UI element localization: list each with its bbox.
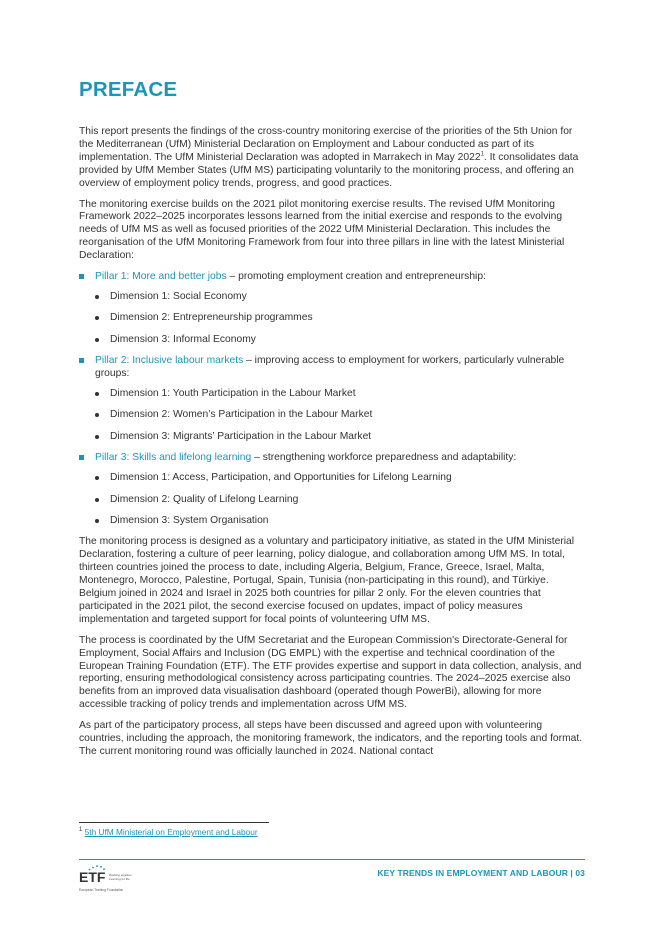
bullet-dot-icon: [95, 392, 99, 396]
dimension-label: Dimension 1: Social Economy: [110, 290, 247, 302]
dimension-item: [79, 409, 585, 422]
paragraph-intro-text-cont: . It consolidates data provided by UfM Member States (UfM MS) participating voluntarily to the monitoring process, and offering an overview of employment policy trends, progress, and good practices.: [79, 151, 579, 189]
dimension-label: Dimension 2: Entrepreneurship programmes: [110, 312, 313, 324]
pillar-name: Pillar 3: Skills and lifelong learning: [95, 452, 252, 464]
dimension-item: [79, 472, 585, 485]
pillar-item: [79, 355, 585, 381]
bullet-dot-icon: [95, 316, 99, 320]
dimension-label: Dimension 2: Quality of Lifelong Learning: [110, 493, 299, 505]
bullet-dot-icon: [95, 295, 99, 299]
dimension-label: Dimension 3: Informal Economy: [110, 333, 256, 345]
paragraph-intro: [79, 126, 585, 191]
dimension-item: [79, 515, 585, 528]
bullet-dot-icon: [95, 435, 99, 439]
dimension-item: [79, 431, 585, 444]
bullet-dot-icon: [95, 413, 99, 417]
bullet-dot-icon: [95, 519, 99, 523]
paragraph-process: The monitoring process is designed as a voluntary and participatory initiative, as stated in the UfM Ministerial Declaration, fostering a culture of peer learning, policy dialogue, and collaboration among UfM MS. In total, thirteen countries joined the process to date, including Algeria, Belgium, France, Greece, Israel, Malta, Montenegro, Morocco, Palestine, Portugal, Spain, Tunisia (non-participating in this round), and Türkiye. Belgium joined in 2024 and Israel in 2025 both countries for pillar 2 only. For the eleven countries that participated in the 2021 pilot, the second exercise focused on updates, impact of policy measures implementation and targeted support for focal points of volunteering UfM MS.: [79, 536, 575, 625]
pillar-name: Pillar 2: Inclusive labour markets: [95, 355, 244, 367]
pillar-item: [79, 452, 585, 465]
bullet-dot-icon: [95, 338, 99, 342]
dimension-label: Dimension 1: Access, Participation, and Opportunities for Lifelong Learning: [110, 472, 452, 484]
pillar-description: – promoting employment creation and entrepreneurship:: [226, 271, 486, 283]
footnote-divider: [79, 822, 269, 823]
square-bullet-icon: [79, 455, 84, 460]
paragraph-intro-text: This report presents the findings of the cross-country monitoring exercise of the priorities of the 5th Union for the Mediterranean (UfM) Ministerial Declaration on Employment and Labour conducted as part of its implementation. The UfM Ministerial Declaration was adopted in Marrakech in May 2022: [79, 126, 573, 163]
pillar-name: Pillar 1: More and better jobs: [95, 271, 227, 283]
logo-tagline: Working together: [109, 873, 132, 877]
dimension-list: [79, 472, 585, 528]
square-bullet-icon: [79, 358, 84, 363]
dimension-item: [79, 334, 585, 347]
paragraph-coordination: The process is coordinated by the UfM Secretariat and the European Commission's Directorate-General for Employment, Social Affairs and Inclusion (DG EMPL) with the expertise and technical coordination of the European Training Foundation (ETF). The ETF provides expertise and support in data collection, analysis, and reporting, ensuring methodological consistency across participating countries. The 2024–2025 exercise also benefits from an improved data visualisation dashboard (operated though PowerBi), allowing for more accessible tracking of policy trends and implementation across UfM MS.: [79, 634, 582, 711]
dimension-item: [79, 388, 585, 401]
square-bullet-icon: [79, 274, 84, 279]
footnote-marker[interactable]: 1: [480, 151, 484, 158]
logo-org-name: European Training Foundation: [79, 888, 124, 892]
dimension-list: [79, 388, 585, 444]
pillar-item: [79, 271, 585, 284]
bullet-dot-icon: [95, 498, 99, 502]
dimension-label: Dimension 3: Migrants’ Participation in the Labour Market: [110, 430, 372, 442]
pillar-description: – strengthening workforce preparedness and adaptability:: [251, 452, 517, 464]
dimension-label: Dimension 3: System Organisation: [110, 514, 269, 526]
dimension-label: Dimension 1: Youth Participation in the Labour Market: [110, 388, 356, 399]
dimension-item: [79, 312, 585, 325]
dimension-item: [79, 291, 585, 304]
running-footer-title: KEY TRENDS IN EMPLOYMENT AND LABOUR | 03: [377, 868, 585, 878]
footnote-number: 1: [79, 827, 83, 834]
paragraph-participation: As part of the participatory process, all steps have been discussed and agreed upon with volunteering countries, including the approach, the monitoring framework, the indicators, and the reporting tools and format. The current monitoring round was officially launched in 2024. National contact: [79, 720, 583, 757]
logo-text: ETF: [79, 869, 106, 885]
pillar-description: – improving access to employment for workers, particularly vulnerable groups:: [95, 355, 565, 380]
etf-logo: [79, 864, 139, 894]
logo-tagline-2: Learning for life: [109, 877, 130, 881]
dimension-label: Dimension 2: Women’s Participation in the Labour Market: [110, 409, 373, 421]
paragraph-framework: The monitoring exercise builds on the 2021 pilot monitoring exercise results. The revised UfM Monitoring Framework 2022–2025 incorporates lessons learned from the initial exercise and responds to the evolving needs of UfM MS as well as focused priorities of the 2022 UfM Ministerial Declaration. This includes the reorganisation of the UfM Monitoring Framework from four into three pillars in line with the latest Ministerial Declaration:: [79, 198, 565, 262]
footer-divider: [79, 859, 585, 860]
page-title: PREFACE: [79, 78, 178, 101]
footnote-link[interactable]: 5th UfM Ministerial on Employment and Labour: [84, 827, 258, 837]
dimension-list: [79, 291, 585, 347]
bullet-dot-icon: [95, 476, 99, 480]
footnote: [79, 827, 258, 837]
dimension-item: [79, 494, 585, 507]
body-content: [79, 126, 585, 767]
